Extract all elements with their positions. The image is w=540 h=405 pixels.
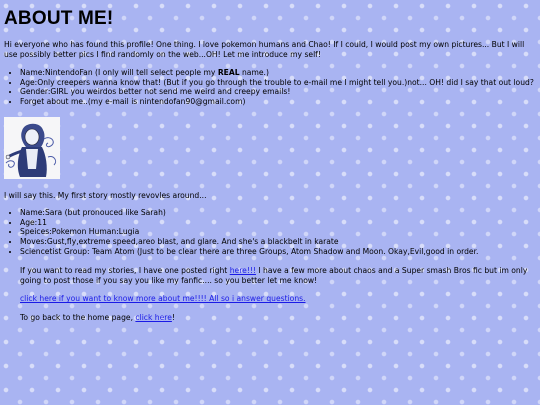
profile-gender-item: • Gender:GIRL you weirdos better not send me weird and creepy emails! — [20, 87, 536, 97]
profile-age-item: • Age:Only creepers wanna know that! (But if you go through the trouble to e-mail me I might tell you.)not... OH! did I say that out loud? — [20, 78, 536, 88]
story-age-item: • Age:11 — [20, 218, 536, 228]
profile-name-item — [20, 68, 536, 78]
read-stories-paragraph — [20, 266, 536, 285]
profile-name-emphasis: REAL — [217, 68, 240, 78]
read-stories-before: If you want to read my stories, I have one posted right — [20, 266, 230, 276]
read-stories-after: I have a few more about chaos and a Super smash Bros fic but im only going to post those if you say you like my fanfic.... so you better let me know! — [20, 266, 528, 285]
page-title: ABOUT ME! — [4, 8, 114, 29]
profile-list — [4, 68, 536, 106]
home-after: ! — [171, 312, 175, 322]
intro-paragraph: Hi everyone who has found this profile! One thing. I love pokemon humans and Chao! If I could, I would post my own pictures... But I will use possibly better pics I find randomly on the web...OH! Let me introduce my self! — [4, 40, 525, 59]
more-about-me-link[interactable]: click here if you want to know more about me!!!! All so i answer questions. — [20, 294, 306, 304]
story-character-list — [4, 208, 536, 256]
stories-here-link[interactable]: here!!! — [229, 266, 256, 276]
home-link[interactable]: click here — [135, 312, 172, 322]
home-paragraph — [20, 313, 536, 323]
character-avatar-image — [4, 117, 60, 179]
links-section — [4, 266, 536, 322]
profile-name-prefix: Name:NintendoFan (I only will tell select people my — [20, 68, 218, 78]
story-species-item: • Speices:Pokemon Human:Lugia — [20, 227, 536, 237]
profile-email-item: • Forget about me..(my e-mail is nintendofan90@gmail.com) — [20, 97, 536, 107]
story-name-item: • Name:Sara (but pronouced like Sarah) — [20, 208, 536, 218]
story-lead-text: I will say this. My first story mostly revovles around... — [4, 190, 207, 200]
more-about-me-paragraph — [20, 294, 536, 304]
home-before: To go back to the home page, — [20, 312, 136, 322]
story-group-item: • Sciencetist Group: Team Atom (Just to be clear there are three Groups, Atom Shadow and Moon. Okay,Evil,good in order. — [20, 247, 536, 257]
story-moves-item: • Moves:Gust,fly,extreme speed,areo blast, and glare. And she's a blackbelt in karate — [20, 237, 536, 247]
profile-name-suffix: name.) — [239, 68, 269, 78]
